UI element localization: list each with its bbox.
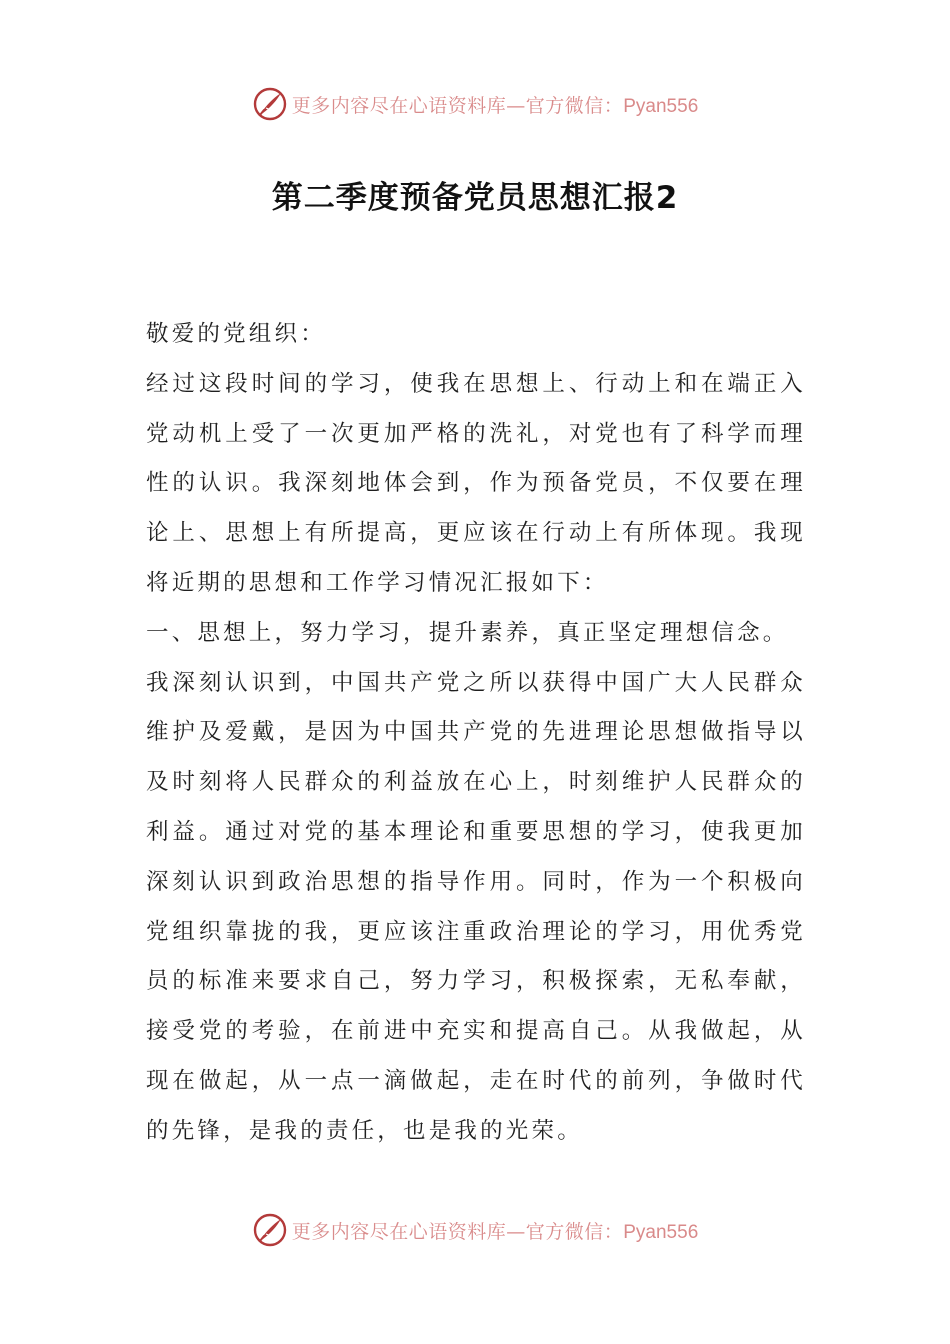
watermark-wechat-id: Pyan556 — [623, 95, 699, 117]
watermark-site: 更多内容尽在心语资料库 — [291, 94, 507, 117]
watermark-text — [292, 91, 699, 118]
quill-pen-logo-icon — [252, 1212, 288, 1248]
body-paragraph: 我深刻认识到，中国共产党之所以获得中国广大人民群众维护及爱戴，是因为中国共产党的先进理论思想做指导以及时刻将人民群众的利益放在心上，时刻维护人民群众的利益。通过对党的基本理论和重要思想的学习，使我更加深刻认识到政治思想的指导作用。同时，作为一个积极向党组织靠拢的我，更应该注重政治理论的学习，用优秀党员的标准来要求自己，努力学习，积极探索，无私奉献，接受党的考验，在前进中充实和提高自己。从我做起，从现在做起，从一点一滴做起，走在时代的前列，争做时代的先锋，是我的责任，也是我的光荣。 — [146, 669, 806, 1144]
watermark-wechat-label: 官方微信： — [525, 94, 624, 117]
header-watermark — [0, 82, 950, 126]
salutation: 敬爱的党组织： — [146, 321, 326, 347]
watermark-wechat-label: 官方微信： — [525, 1220, 624, 1243]
body-paragraph: 经过这段时间的学习，使我在思想上、行动上和在端正入党动机上受了一次更加严格的洗礼，对党也有了科学而理性的认识。我深刻地体会到，作为预备党员，不仅要在理论上、思想上有所提高，更应该在行动上有所体现。我现将近期的思想和工作学习情况汇报如下： — [146, 370, 806, 596]
footer-watermark — [0, 1208, 950, 1252]
watermark-site: 更多内容尽在心语资料库 — [291, 1220, 507, 1243]
watermark-separator: — — [506, 94, 526, 117]
document-body — [146, 310, 806, 1157]
document-title: 第二季度预备党员思想汇报2 — [271, 180, 679, 216]
quill-pen-logo-icon — [252, 86, 288, 122]
watermark-text — [292, 1217, 699, 1244]
watermark-separator: — — [506, 1220, 526, 1243]
section-heading: 一、思想上，努力学习，提升素养，真正坚定理想信念。 — [146, 619, 789, 646]
watermark-wechat-id: Pyan556 — [623, 1221, 699, 1243]
